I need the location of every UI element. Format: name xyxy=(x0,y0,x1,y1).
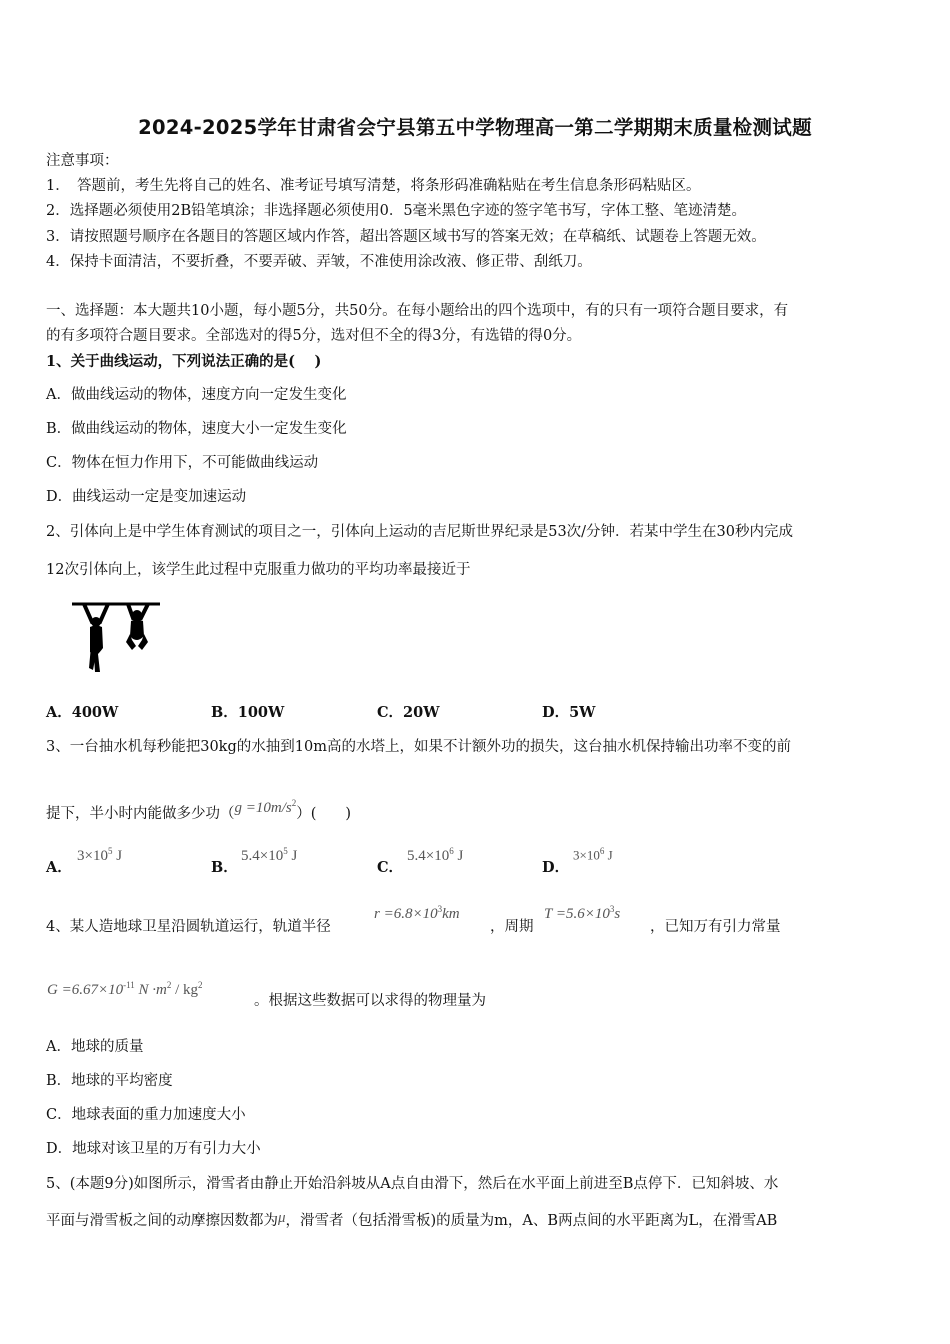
q5-stem-text: 平面与滑雪板之间的动摩擦因数都为 xyxy=(46,1213,278,1229)
q3-option-a-exp: 5 xyxy=(107,846,113,856)
q4-g-exp: -11 xyxy=(123,980,135,990)
q1-option-b: B．做曲线运动的物体，速度大小一定发生变化 xyxy=(46,421,347,437)
q4-t-exp: 3 xyxy=(609,904,615,914)
q1-stem: 1、关于曲线运动，下列说法正确的是( ) xyxy=(46,353,322,370)
q4-r-value: r =6.8×10 xyxy=(374,906,438,922)
q3-option-d-exp: 6 xyxy=(599,846,605,856)
q1-option-d: D．曲线运动一定是变加速运动 xyxy=(46,489,247,505)
q3-option-c-value xyxy=(407,846,463,865)
q3-stem-line1: 3、一台抽水机每秒能把30kg的水抽到10m高的水塔上，如果不计额外功的损失，这台抽水机保持输出功率不变的前 xyxy=(46,739,791,755)
q2-stem-line1: 2、引体向上是中学生体育测试的项目之一，引体向上运动的吉尼斯世界纪录是53次/分钟．若某中学生在30秒内完成 xyxy=(46,524,794,540)
q4-stem-d: 。根据这些数据可以求得的物理量为 xyxy=(254,993,486,1009)
q5-mu-symbol: μ xyxy=(278,1210,286,1226)
q3-option-a-label: A． xyxy=(46,859,72,876)
q4-option-d: D．地球对该卫星的万有引力大小 xyxy=(46,1141,261,1157)
q3-option-c-exp: 6 xyxy=(449,846,454,856)
q4-g-exp2: 2 xyxy=(166,980,172,990)
q4-g-unit-b: / kg xyxy=(171,982,199,998)
q1-option-c: C．物体在恒力作用下，不可能做曲线运动 xyxy=(46,455,319,471)
q3-option-b-mantissa: 5.4×10 xyxy=(241,848,284,864)
q3-g-formula xyxy=(235,800,297,816)
q4-t-value: T =5.6×10 xyxy=(544,906,610,922)
q2-option-c: C．20W xyxy=(377,704,440,721)
q4-option-c: C．地球表面的重力加速度大小 xyxy=(46,1107,246,1123)
q3-option-d-unit: J xyxy=(604,847,613,863)
q2-option-a: A．400W xyxy=(46,704,119,721)
q3-option-a-unit: J xyxy=(112,848,123,864)
notice-item: 1． 答题前，考生先将自己的姓名、准考证号填写清楚，将条形码准确粘贴在考生信息条形码粘贴区。 xyxy=(46,178,701,194)
q3-option-c-mantissa: 5.4×10 xyxy=(407,848,450,864)
q3-option-a-value xyxy=(77,846,122,865)
q4-g-unit-a: N ·m xyxy=(138,982,167,998)
notice-item: 4．保持卡面清洁，不要折叠，不要弄破、弄皱，不准使用涂改液、修正带、刮纸刀。 xyxy=(46,254,592,270)
q1-option-a: A．做曲线运动的物体，速度方向一定发生变化 xyxy=(46,387,347,403)
q4-stem-b: ，周期 xyxy=(490,919,534,935)
q4-option-b: B．地球的平均密度 xyxy=(46,1073,173,1089)
q3-option-b-value xyxy=(241,846,297,865)
pull-up-figure xyxy=(70,596,162,678)
section-intro-line: 一、选择题：本大题共10小题，每小题5分，共50分。在每小题给出的四个选项中，有的只有一项符合题目要求，有 xyxy=(46,303,789,319)
q5-stem-text-end: ，滑雪者（包括滑雪板)的质量为m，A、B两点间的水平距离为L，在滑雪AB xyxy=(285,1213,778,1229)
q2-stem-line2: 12次引体向上，该学生此过程中克服重力做功的平均功率最接近于 xyxy=(46,562,471,578)
q4-r-exp: 3 xyxy=(437,904,443,914)
q3-stem-line2 xyxy=(46,799,351,824)
q3-option-d-mantissa: 3×10 xyxy=(573,847,600,863)
q3-stem-text-end: ）( ) xyxy=(296,806,352,822)
q4-t-formula xyxy=(544,904,620,923)
q2-option-b: B．100W xyxy=(211,704,285,721)
q4-g-exp3: 2 xyxy=(198,980,203,990)
q5-stem-line2 xyxy=(46,1211,777,1231)
q4-g-value: G =6.67×10 xyxy=(47,982,124,998)
q3-option-c-unit: J xyxy=(453,848,464,864)
q4-option-a: A．地球的质量 xyxy=(46,1039,144,1055)
notice-heading: 注意事项： xyxy=(46,153,119,169)
q3-option-b-unit: J xyxy=(287,848,298,864)
q4-r-unit: km xyxy=(442,906,460,922)
page-title: 2024-2025学年甘肃省会宁县第五中学物理高一第二学期期末质量检测试题 xyxy=(138,116,812,139)
q4-stem-c: ，已知万有引力常量 xyxy=(650,919,781,935)
notice-item: 3．请按照题号顺序在各题目的答题区域内作答，超出答题区域书写的答案无效；在草稿纸、试题卷上答题无效。 xyxy=(46,229,766,245)
section-intro-line: 的有多项符合题目要求。全部选对的得5分，选对但不全的得3分，有选错的得0分。 xyxy=(46,328,582,344)
notice-item: 2．选择题必须使用2B铅笔填涂；非选择题必须使用0．5毫米黑色字迹的签字笔书写，字体工整、笔迹清楚。 xyxy=(46,203,747,219)
q3-g-value: g =10m/s xyxy=(234,800,292,816)
q4-t-unit: s xyxy=(614,906,621,922)
q3-option-a-mantissa: 3×10 xyxy=(77,848,108,864)
q3-stem-text: 提下，半小时内能做多少功（ xyxy=(46,806,235,822)
q4-g-formula xyxy=(47,980,203,999)
q2-option-d: D．5W xyxy=(542,704,596,721)
q3-option-d-label: D． xyxy=(542,859,570,876)
q3-option-c-label: C． xyxy=(377,859,404,876)
q4-r-formula xyxy=(374,904,460,923)
q3-g-exp: 2 xyxy=(291,798,297,808)
q3-option-d-value xyxy=(573,846,613,863)
q3-option-b-exp: 5 xyxy=(283,846,288,856)
q3-option-b-label: B． xyxy=(211,859,238,876)
q4-stem-a: 4、某人造地球卫星沿圆轨道运行，轨道半径 xyxy=(46,919,331,935)
q5-stem-line1: 5、(本题9分)如图所示，滑雪者由静止开始沿斜坡从A点自由滑下，然后在水平面上前进至B点停下．已知斜坡、水 xyxy=(46,1176,779,1192)
